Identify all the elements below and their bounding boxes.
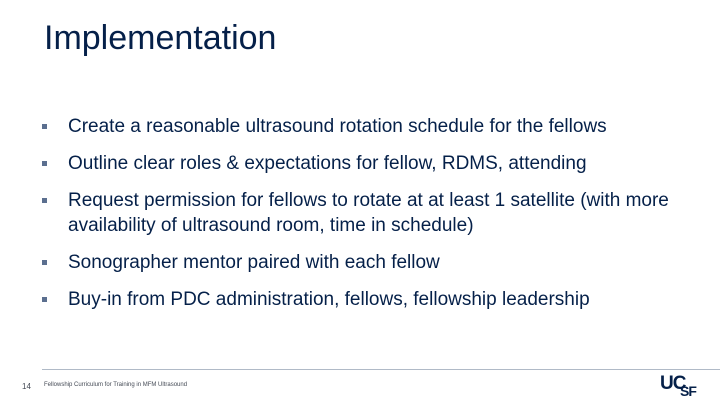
bullet-item bbox=[42, 114, 692, 139]
page-number: 14 bbox=[22, 382, 31, 391]
bullet-item bbox=[42, 250, 692, 275]
square-bullet-icon bbox=[42, 124, 47, 129]
slide-title: Implementation bbox=[44, 19, 277, 57]
square-bullet-icon bbox=[42, 260, 47, 265]
bullet-item bbox=[42, 188, 692, 238]
bullet-text: Sonographer mentor paired with each fellow bbox=[68, 252, 440, 273]
bullet-item bbox=[42, 151, 692, 176]
logo-uc-text: UC bbox=[660, 373, 686, 394]
bullet-text: Buy-in from PDC administration, fellows, fellowship leadership bbox=[68, 289, 590, 310]
square-bullet-icon bbox=[42, 297, 47, 302]
bullet-list bbox=[42, 114, 692, 324]
bullet-item bbox=[42, 287, 692, 312]
bullet-text: Create a reasonable ultrasound rotation schedule for the fellows bbox=[68, 116, 607, 137]
footer-text: Fellowship Curriculum for Training in MFM Ultrasound bbox=[44, 382, 188, 388]
footer-divider bbox=[42, 369, 720, 370]
ucsf-logo bbox=[660, 374, 704, 400]
bullet-text: Outline clear roles & expectations for fellow, RDMS, attending bbox=[68, 153, 587, 174]
logo-sf-text: SF bbox=[680, 383, 696, 399]
bullet-text: Request permission for fellows to rotate at at least 1 satellite (with more availability of ultrasound room, time in schedule) bbox=[68, 190, 669, 236]
square-bullet-icon bbox=[42, 198, 47, 203]
square-bullet-icon bbox=[42, 161, 47, 166]
